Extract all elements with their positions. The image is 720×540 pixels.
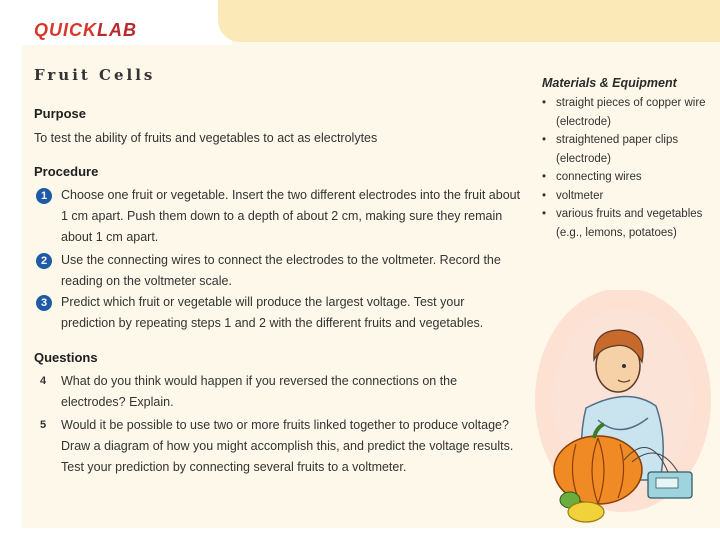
question-number: 5 — [40, 419, 47, 431]
procedure-step — [34, 292, 514, 334]
left-margin-strip — [0, 40, 22, 540]
question-number: 4 — [40, 375, 47, 387]
procedure-heading: Procedure — [34, 164, 99, 179]
logo-lab-text: LAB — [97, 20, 137, 40]
materials-list-item — [542, 205, 712, 242]
materials-list-item — [542, 131, 712, 168]
materials-list-item — [542, 94, 712, 131]
step-number-badge: 1 — [36, 188, 52, 204]
header-band — [218, 0, 720, 42]
procedure-step — [34, 250, 514, 292]
question-text: Would it be possible to use two or more fruits linked together to produce voltage? Draw a diagram of how you might accomplish this, and predict the voltage results. Test your prediction by connecting several fruits to a voltmeter. — [61, 418, 514, 474]
materials-item-text: straightened paper clips (electrode) — [556, 134, 679, 165]
bullet-icon: • — [542, 189, 547, 202]
purpose-text: To test the ability of fruits and vegetables to act as electrolytes — [34, 131, 378, 145]
bullet-icon: • — [542, 97, 547, 109]
materials-item-text: straight pieces of copper wire (electrode) — [556, 97, 706, 128]
question-item — [34, 371, 514, 413]
purpose-heading: Purpose — [34, 106, 87, 121]
bullet-icon: • — [542, 171, 547, 183]
procedure-step — [34, 185, 521, 249]
bottom-margin-strip — [0, 528, 720, 540]
page-title: Fruit Cells — [34, 66, 156, 84]
materials-list — [542, 94, 712, 242]
materials-heading: Materials & Equipment — [542, 76, 677, 90]
question-item — [34, 415, 514, 499]
question-text: What do you think would happen if you reversed the connections on the electrodes? Explain. — [61, 374, 458, 409]
bullet-icon: • — [542, 134, 547, 146]
materials-item-text: voltmeter — [556, 189, 604, 202]
step-text: Predict which fruit or vegetable will produce the largest voltage. Test your prediction by repeating steps 1 and 2 with the different fruits and vegetables. — [61, 295, 484, 330]
materials-item-text: connecting wires — [556, 171, 642, 183]
step-number-badge: 3 — [36, 295, 52, 311]
materials-list-item — [542, 168, 712, 187]
step-text: Use the connecting wires to connect the electrodes to the voltmeter. Record the reading on the voltmeter scale. — [61, 253, 501, 288]
materials-panel — [542, 76, 712, 242]
bullet-icon: • — [542, 208, 547, 220]
step-text: Choose one fruit or vegetable. Insert the two different electrodes into the fruit about 1 cm apart. Push them down to a depth of about 2 cm, making sure they remain about 1 cm apart. — [61, 188, 521, 244]
questions-heading: Questions — [34, 350, 98, 365]
materials-list-item — [542, 187, 712, 206]
quicklab-logo — [34, 20, 137, 41]
logo-quick-text: QUICK — [34, 20, 97, 40]
materials-item-text: various fruits and vegetables (e.g., lemons, potatoes) — [556, 208, 703, 239]
scientist-pumpkin-illustration — [528, 290, 718, 526]
step-number-badge: 2 — [36, 253, 52, 269]
